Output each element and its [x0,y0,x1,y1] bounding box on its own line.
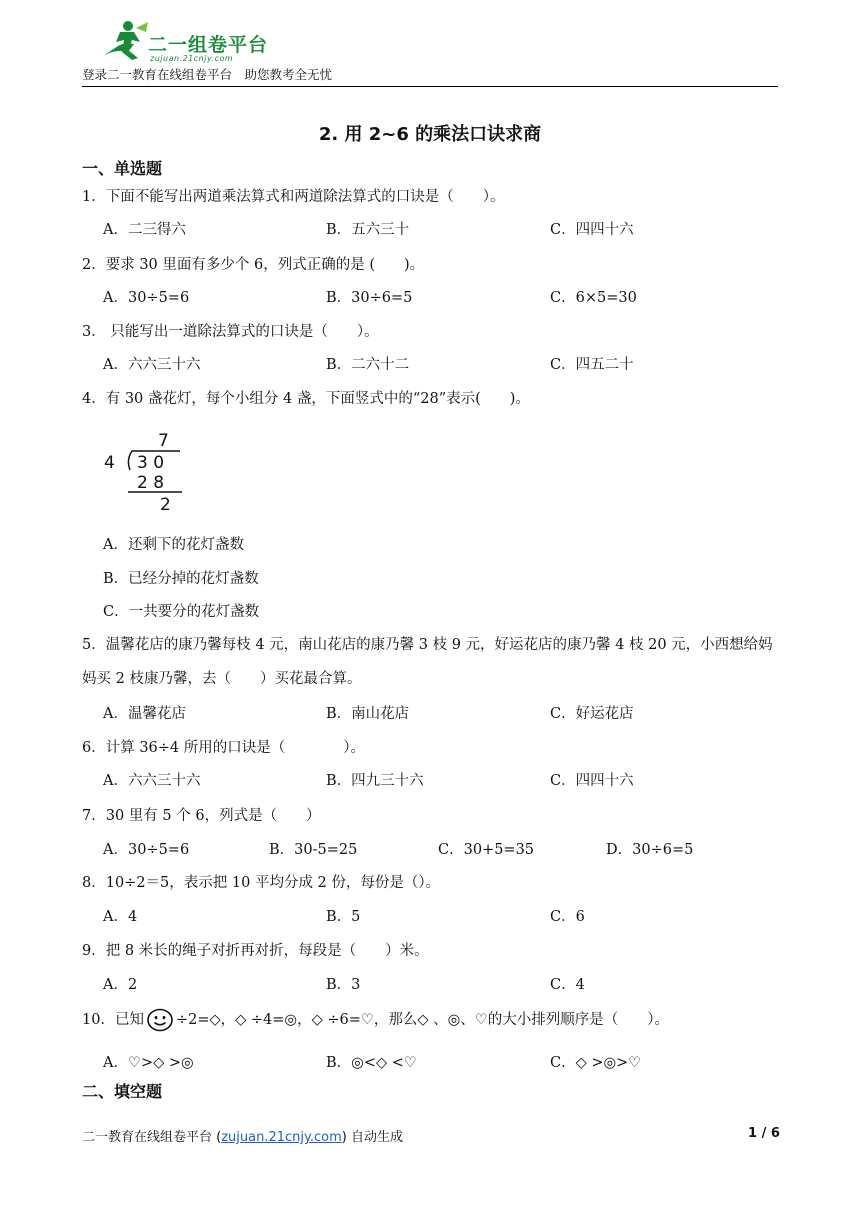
division-remainder: 2 [160,495,171,515]
question-3: 3． 只能写出一道除法算式的口诀是（ ）。 [82,324,379,340]
q6-option-c[interactable]: C．四四十六 [550,773,634,789]
footer-prefix: 二一教育在线组卷平台 ( [82,1130,222,1145]
q2-option-c[interactable]: C．6×5=30 [550,290,637,306]
question-5: 5．温馨花店的康乃馨每枝 4 元，南山花店的康乃馨 3 枝 9 元，好运花店的康乃馨 4 枝 20 元，小西想给妈妈买 2 枝康乃馨，去（ ）买花最合算。 [82,637,773,687]
q10-stem-suffix: ÷2=◇，◇ ÷4=◎，◇ ÷6=♡，那么◇ 、◎、♡的大小排列顺序是（ ）。 [175,1012,670,1028]
question-10 [82,1008,669,1032]
q1-option-a[interactable]: A．二三得六 [103,222,186,238]
question-7: 7．30 里有 5 个 6，列式是（ ） [82,808,321,824]
q9-option-c[interactable]: C．4 [550,977,585,993]
q6-option-a[interactable]: A．六六三十六 [103,773,201,789]
page-title: 2. 用 2~6 的乘法口诀求商 [318,124,542,145]
division-quotient: 7 [158,431,169,451]
brand-name: 二一组卷平台 [148,34,269,56]
section-single-choice: 一、单选题 [82,159,163,178]
division-dividend: 3 0 [137,453,165,473]
q3-option-a[interactable]: A．六六三十六 [103,357,201,373]
footer-suffix: ) 自动生成 [341,1130,403,1145]
q9-option-a[interactable]: A．2 [103,977,138,993]
q5-option-c[interactable]: C．好运花店 [550,706,634,722]
q9-option-b[interactable]: B．3 [326,977,361,993]
question-2: 2．要求 30 里面有多少个 6，列式正确的是 ( )。 [82,257,425,273]
q8-option-b[interactable]: B．5 [326,909,361,925]
section-fill-blank: 二、填空题 [82,1082,163,1101]
q8-option-a[interactable]: A．4 [103,909,138,925]
q3-option-b[interactable]: B．二六十二 [326,357,410,373]
q5-option-a[interactable]: A．温馨花店 [103,706,186,722]
brand-url: zujuan.21cnjy.com [150,54,234,63]
q6-option-b[interactable]: B．四九三十六 [326,773,424,789]
q10-option-a[interactable]: A．♡>◇ >◎ [103,1055,194,1071]
q4-option-a[interactable]: A．还剩下的花灯盏数 [103,537,244,553]
header-divider [82,86,778,87]
q7-option-a[interactable]: A．30÷5=6 [103,842,190,858]
q3-option-c[interactable]: C．四五二十 [550,357,634,373]
question-8: 8．10÷2＝5，表示把 10 平均分成 2 份，每份是（）。 [82,875,441,891]
q8-option-c[interactable]: C．6 [550,909,585,925]
footer-link[interactable]: zujuan.21cnjy.com [221,1130,342,1145]
q4-option-c[interactable]: C．一共要分的花灯盏数 [103,604,260,620]
q10-stem-prefix: 10．已知 [82,1012,144,1028]
header-slogan: 登录二一教育在线组卷平台 助您教考全无忧 [82,67,333,82]
footer-source [82,1126,403,1145]
q1-option-c[interactable]: C．四四十六 [550,222,634,238]
page-number: 1 / 6 [748,1126,780,1141]
question-6: 6．计算 36÷4 所用的口诀是（ ）。 [82,740,366,756]
q5-option-b[interactable]: B．南山花店 [326,706,410,722]
q10-option-c[interactable]: C．◇ >◎>♡ [550,1055,642,1071]
q7-option-c[interactable]: C．30+5=35 [438,842,535,858]
division-product: 2 8 [137,473,165,493]
q2-option-a[interactable]: A．30÷5=6 [103,290,190,306]
smiley-face-icon [146,1008,174,1032]
q7-option-d[interactable]: D．30÷6=5 [606,842,694,858]
question-4: 4．有 30 盏花灯，每个小组分 4 盏，下面竖式中的“28”表示( )。 [82,391,530,407]
q1-option-b[interactable]: B．五六三十 [326,222,410,238]
division-divisor: 4 [104,453,115,473]
q2-option-b[interactable]: B．30÷6=5 [326,290,413,306]
q10-option-b[interactable]: B．◎<◇ <♡ [326,1055,417,1071]
q7-option-b[interactable]: B．30-5=25 [269,842,358,858]
question-1: 1．下面不能写出两道乘法算式和两道除法算式的口诀是（ ）。 [82,189,505,205]
long-division-figure [98,428,198,518]
q4-option-b[interactable]: B．已经分掉的花灯盏数 [103,571,259,587]
question-9: 9．把 8 米长的绳子对折再对折，每段是（ ）米。 [82,943,429,959]
